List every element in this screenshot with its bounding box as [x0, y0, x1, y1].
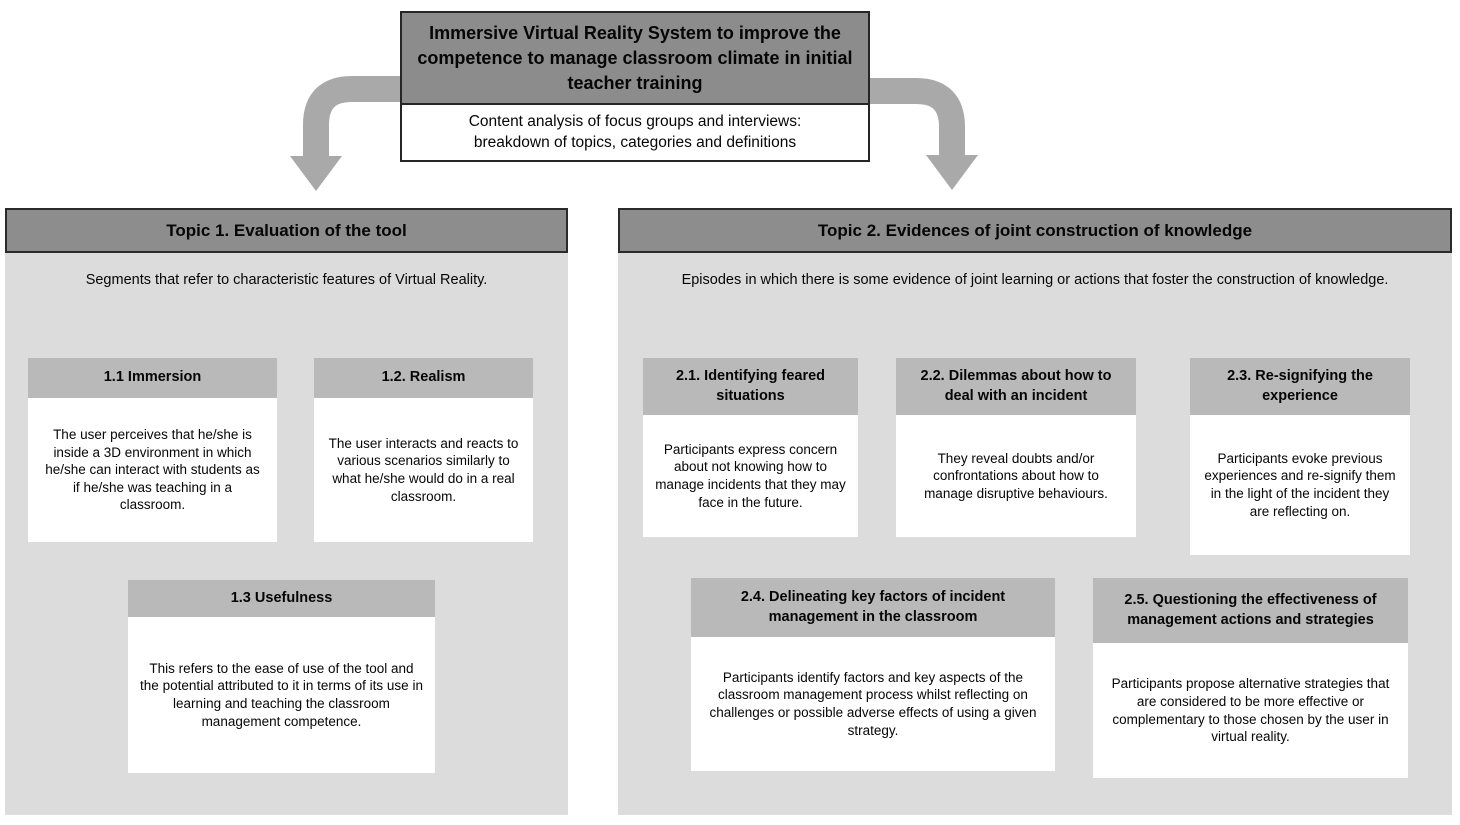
- category-2-1-definition: Participants express concern about not knowing how to manage incidents that they may face in the future.: [655, 441, 846, 510]
- category-2-5-definition: Participants propose alternative strategies that are considered to be more effective or complementary to those chosen by the user in virtual reality.: [1111, 676, 1390, 745]
- right-curved-arrow-icon: [866, 91, 978, 190]
- root-node: [400, 11, 870, 162]
- category-2-5-title: 2.5. Questioning the effectiveness of management actions and strategies: [1124, 591, 1377, 628]
- category-card-1-1: [28, 358, 277, 542]
- category-2-2-definition: They reveal doubts and/or confrontations about how to manage disruptive behaviours.: [924, 450, 1108, 501]
- left-curved-arrow-icon: [290, 89, 402, 191]
- root-subtitle-box: [400, 105, 870, 162]
- root-title: Immersive Virtual Reality System to improve the competence to manage classroom climate in initial teacher training: [417, 23, 853, 93]
- category-2-4-header: [691, 578, 1055, 637]
- topic1-panel: [5, 208, 568, 815]
- category-card-2-4: [691, 578, 1055, 771]
- category-1-3-body: [128, 617, 435, 773]
- category-2-1-body: [643, 415, 858, 537]
- topic1-description: Segments that refer to characteristic features of Virtual Reality.: [85, 272, 488, 288]
- category-2-5-body: [1093, 643, 1408, 778]
- topic2-title: Topic 2. Evidences of joint construction of knowledge: [817, 220, 1253, 240]
- category-1-2-definition: The user interacts and reacts to various scenarios similarly to what he/she would do in a real classroom.: [328, 435, 519, 504]
- category-2-4-title: 2.4. Delineating key factors of incident management in the classroom: [740, 588, 1006, 625]
- category-2-3-header: [1190, 358, 1410, 415]
- topic1-header: [5, 208, 568, 253]
- category-1-1-body: [28, 398, 277, 542]
- category-2-4-body: [691, 637, 1055, 771]
- category-1-2-title: 1.2. Realism: [381, 369, 466, 386]
- category-2-2-title: 2.2. Dilemmas about how to deal with an incident: [920, 367, 1112, 404]
- root-title-box: [400, 11, 870, 105]
- topic2-description: Episodes in which there is some evidence of joint learning or actions that foster the construction of knowledge.: [681, 272, 1389, 288]
- category-2-1-title: 2.1. Identifying feared situations: [675, 367, 826, 404]
- category-1-1-title: 1.1 Immersion: [103, 369, 202, 386]
- category-1-1-definition: The user perceives that he/she is inside a 3D environment in which he/she can interact with students as if he/she was teaching in a classroom.: [45, 427, 260, 513]
- category-1-2-body: [314, 398, 533, 542]
- category-2-4-definition: Participants identify factors and key aspects of the classroom management process whilst reflecting on challenges or possible adverse effects of using a given strategy.: [709, 669, 1037, 738]
- category-card-1-3: [128, 580, 435, 773]
- topic2-header: [618, 208, 1452, 253]
- category-card-2-2: [896, 358, 1136, 537]
- category-2-3-body: [1190, 415, 1410, 555]
- category-2-1-header: [643, 358, 858, 415]
- category-2-2-header: [896, 358, 1136, 415]
- category-2-3-definition: Participants evoke previous experiences and re-signify them in the light of the incident they are reflecting on.: [1204, 450, 1396, 519]
- category-2-5-header: [1093, 578, 1408, 643]
- root-subtitle: Content analysis of focus groups and interviews: breakdown of topics, categories and definitions: [468, 113, 802, 151]
- category-2-3-title: 2.3. Re-signifying the experience: [1227, 367, 1373, 404]
- category-card-2-1: [643, 358, 858, 537]
- topic2-panel: [618, 208, 1452, 815]
- category-1-1-header: [28, 358, 277, 398]
- category-1-2-header: [314, 358, 533, 398]
- category-1-3-header: [128, 580, 435, 617]
- category-card-2-5: [1093, 578, 1408, 778]
- category-card-2-3: [1190, 358, 1410, 555]
- category-card-1-2: [314, 358, 533, 542]
- category-1-3-definition: This refers to the ease of use of the tool and the potential attributed to it in terms of its use in learning and teaching the classroom management competence.: [140, 660, 423, 729]
- category-2-2-body: [896, 415, 1136, 537]
- topic1-title: Topic 1. Evaluation of the tool: [166, 220, 407, 240]
- category-1-3-title: 1.3 Usefulness: [230, 589, 333, 606]
